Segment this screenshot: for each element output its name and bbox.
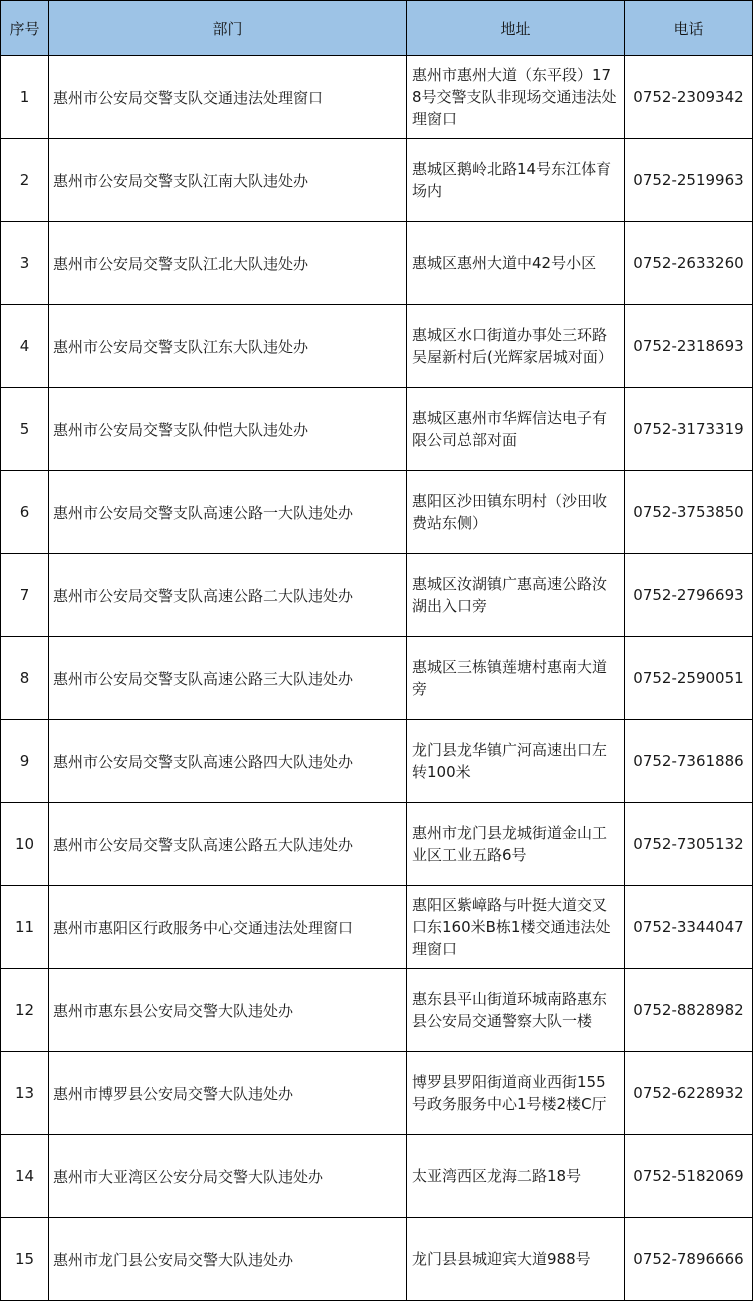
row-number: 4 [1, 305, 49, 388]
department-cell: 惠州市公安局交警支队高速公路四大队违处办 [49, 720, 407, 803]
phone-cell: 0752-2519963 [625, 139, 753, 222]
row-number: 10 [1, 803, 49, 886]
address-cell: 太亚湾西区龙海二路18号 [407, 1135, 625, 1218]
department-cell: 惠州市公安局交警支队高速公路一大队违处办 [49, 471, 407, 554]
department-cell: 惠州市博罗县公安局交警大队违处办 [49, 1052, 407, 1135]
phone-cell: 0752-5182069 [625, 1135, 753, 1218]
address-cell: 惠城区鹅岭北路14号东江体育场内 [407, 139, 625, 222]
table-row [1, 56, 753, 139]
table-row [1, 305, 753, 388]
table-body [1, 56, 753, 1301]
table-row [1, 1135, 753, 1218]
phone-cell: 0752-6228932 [625, 1052, 753, 1135]
table-row [1, 1218, 753, 1301]
header-no: 序号 [1, 1, 49, 56]
phone-cell: 0752-7896666 [625, 1218, 753, 1301]
phone-cell: 0752-3344047 [625, 886, 753, 969]
phone-cell: 0752-2590051 [625, 637, 753, 720]
department-cell: 惠州市公安局交警支队江东大队违处办 [49, 305, 407, 388]
table-row [1, 637, 753, 720]
phone-cell: 0752-3753850 [625, 471, 753, 554]
table-row [1, 388, 753, 471]
row-number: 14 [1, 1135, 49, 1218]
department-cell: 惠州市大亚湾区公安分局交警大队违处办 [49, 1135, 407, 1218]
phone-cell: 0752-2796693 [625, 554, 753, 637]
table-row [1, 969, 753, 1052]
department-cell: 惠州市公安局交警支队交通违法处理窗口 [49, 56, 407, 139]
table-row [1, 803, 753, 886]
address-cell: 惠城区水口街道办事处三环路吴屋新村后(光辉家居城对面） [407, 305, 625, 388]
phone-cell: 0752-3173319 [625, 388, 753, 471]
table-header [1, 1, 753, 56]
department-cell: 惠州市公安局交警支队高速公路二大队违处办 [49, 554, 407, 637]
department-cell: 惠州市公安局交警支队江南大队违处办 [49, 139, 407, 222]
address-cell: 惠州市龙门县龙城街道金山工业区工业五路6号 [407, 803, 625, 886]
table-row [1, 471, 753, 554]
row-number: 2 [1, 139, 49, 222]
table-row [1, 222, 753, 305]
table-row [1, 1052, 753, 1135]
address-cell: 龙门县龙华镇广河高速出口左转100米 [407, 720, 625, 803]
row-number: 11 [1, 886, 49, 969]
department-cell: 惠州市公安局交警支队高速公路五大队违处办 [49, 803, 407, 886]
phone-cell: 0752-2309342 [625, 56, 753, 139]
department-cell: 惠州市龙门县公安局交警大队违处办 [49, 1218, 407, 1301]
table-row [1, 139, 753, 222]
row-number: 5 [1, 388, 49, 471]
row-number: 8 [1, 637, 49, 720]
header-dept: 部门 [49, 1, 407, 56]
row-number: 15 [1, 1218, 49, 1301]
row-number: 1 [1, 56, 49, 139]
address-cell: 惠阳区紫嶂路与叶挺大道交叉口东160米B栋1楼交通违法处理窗口 [407, 886, 625, 969]
row-number: 13 [1, 1052, 49, 1135]
department-cell: 惠州市公安局交警支队高速公路三大队违处办 [49, 637, 407, 720]
header-tel: 电话 [625, 1, 753, 56]
address-cell: 龙门县县城迎宾大道988号 [407, 1218, 625, 1301]
department-cell: 惠州市公安局交警支队仲恺大队违处办 [49, 388, 407, 471]
address-cell: 惠城区汝湖镇广惠高速公路汝湖出入口旁 [407, 554, 625, 637]
address-cell: 惠城区惠州大道中42号小区 [407, 222, 625, 305]
row-number: 7 [1, 554, 49, 637]
row-number: 9 [1, 720, 49, 803]
phone-cell: 0752-2633260 [625, 222, 753, 305]
row-number: 6 [1, 471, 49, 554]
row-number: 3 [1, 222, 49, 305]
phone-cell: 0752-7361886 [625, 720, 753, 803]
header-addr: 地址 [407, 1, 625, 56]
row-number: 12 [1, 969, 49, 1052]
phone-cell: 0752-2318693 [625, 305, 753, 388]
table-row [1, 886, 753, 969]
header-row [1, 1, 753, 56]
address-cell: 惠阳区沙田镇东明村（沙田收费站东侧） [407, 471, 625, 554]
phone-cell: 0752-8828982 [625, 969, 753, 1052]
department-cell: 惠州市公安局交警支队江北大队违处办 [49, 222, 407, 305]
address-cell: 惠州市惠州大道（东平段）178号交警支队非现场交通违法处理窗口 [407, 56, 625, 139]
department-cell: 惠州市惠阳区行政服务中心交通违法处理窗口 [49, 886, 407, 969]
table-row [1, 554, 753, 637]
department-cell: 惠州市惠东县公安局交警大队违处办 [49, 969, 407, 1052]
address-cell: 博罗县罗阳街道商业西街155号政务服务中心1号楼2楼C厅 [407, 1052, 625, 1135]
address-cell: 惠城区三栋镇莲塘村惠南大道旁 [407, 637, 625, 720]
address-cell: 惠城区惠州市华辉信达电子有限公司总部对面 [407, 388, 625, 471]
address-cell: 惠东县平山街道环城南路惠东县公安局交通警察大队一楼 [407, 969, 625, 1052]
table-row [1, 720, 753, 803]
phone-cell: 0752-7305132 [625, 803, 753, 886]
